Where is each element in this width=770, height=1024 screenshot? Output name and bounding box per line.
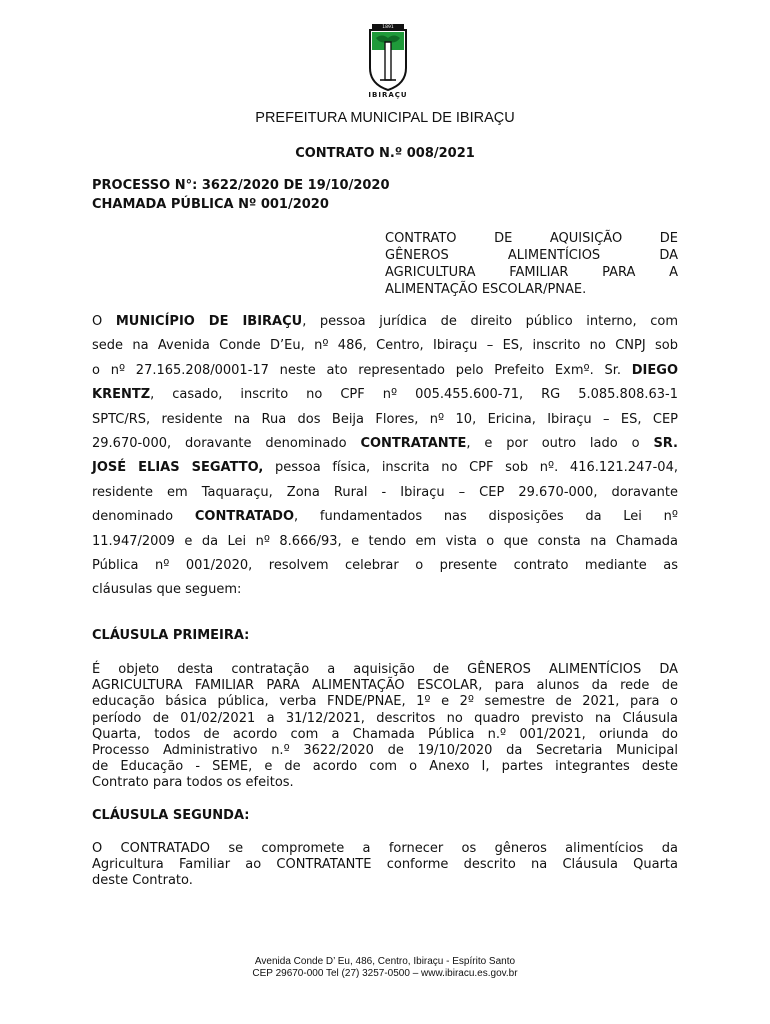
bold-text: CONTRATADO: [194, 509, 295, 525]
summary-line: ALIMENTAÇÃO ESCOLAR/PNAE.: [385, 282, 587, 297]
preamble-line: [92, 505, 678, 529]
preamble-line: [92, 481, 678, 505]
bold-text: DIEGO: [631, 362, 678, 378]
bold-text: JOSÉ ELIAS SEGATTO,: [92, 460, 264, 476]
clause-line: Agricultura Familiar ao CONTRATANTE conforme descrito na Cláusula Quarta: [92, 857, 678, 873]
preamble-paragraph: [92, 310, 678, 603]
preamble-line: [92, 383, 678, 407]
bold-text: MUNICÍPIO DE IBIRAÇU: [115, 314, 303, 329]
preamble-line: [92, 432, 678, 456]
text-run: cláusulas que seguem:: [92, 582, 242, 598]
clause-line: educação básica pública, verba FNDE/PNAE, 1º e 2º semestre de 2021, para o: [92, 694, 678, 710]
clausula-primeira-body: [92, 662, 678, 792]
preamble-line: [92, 408, 678, 432]
text-run: SPTC/RS, residente na Rua dos Beija Flores, nº 10, Ericina, Ibiraçu – ES, CEP: [92, 411, 678, 427]
text-run: pessoa física, inscrita no CPF sob nº. 416.121.247-04,: [263, 460, 678, 476]
text-run: , e por outro lado o: [466, 436, 654, 452]
summary-line: AGRICULTURA FAMILIAR PARA A: [385, 265, 678, 280]
preamble-line: [92, 334, 678, 358]
crest-year: 1891: [382, 25, 394, 31]
clausula-primeira-heading: CLÁUSULA PRIMEIRA:: [92, 628, 250, 643]
page-header-title: PREFEITURA MUNICIPAL DE IBIRAÇU: [255, 110, 515, 126]
text-run: sede na Avenida Conde D’Eu, nº 486, Centro, Ibiraçu – ES, inscrito no CNPJ sob: [92, 338, 678, 354]
preamble-line: [92, 554, 678, 578]
summary-line: GÊNEROS ALIMENTÍCIOS DA: [385, 248, 678, 263]
contract-summary: [385, 230, 678, 298]
text-run: Pública nº 001/2020, resolvem celebrar o presente contrato mediante as: [92, 558, 678, 574]
clause-line: É objeto desta contratação a aquisição de GÊNEROS ALIMENTÍCIOS DA: [92, 662, 678, 677]
chamada-publica-line: CHAMADA PÚBLICA Nº 001/2020: [92, 197, 329, 212]
clause-line: Quarta, todos de acordo com a Chamada Pública n.º 001/2021, oriunda do: [92, 726, 678, 742]
text-run: , casado, inscrito no CPF nº 005.455.600-71, RG 5.085.808.63-1: [150, 387, 678, 403]
footer-address: Avenida Conde D’ Eu, 486, Centro, Ibiraçu - Espírito Santo: [254, 956, 516, 967]
text-run: 11.947/2009 e da Lei nº 8.666/93, e tendo em vista o que consta na Chamada: [92, 533, 678, 549]
clausula-segunda-heading: CLÁUSULA SEGUNDA:: [92, 808, 250, 823]
clausula-segunda-body: [92, 841, 678, 890]
preamble-line: [92, 456, 678, 480]
municipal-crest-icon: [362, 20, 414, 102]
clause-line: O CONTRATADO se compromete a fornecer os gêneros alimentícios da: [92, 841, 678, 856]
preamble-line: [92, 530, 678, 554]
text-run: O: [92, 314, 116, 329]
crest-text: IBIRAÇU: [368, 91, 408, 99]
clause-line: de Educação - SEME, e de acordo com o Anexo I, partes integrantes deste: [92, 759, 678, 775]
bold-text: CONTRATANTE: [360, 436, 467, 452]
preamble-line: [92, 359, 678, 383]
clause-line: Processo Administrativo n.º 3622/2020 de 19/10/2020 da Secretaria Municipal: [92, 743, 678, 759]
text-run: o nº 27.165.208/0001-17 neste ato representado pelo Prefeito Exmº. Sr.: [92, 362, 632, 378]
footer-contact: CEP 29670-000 Tel (27) 3257-0500 – www.ibiracu.es.gov.br: [252, 968, 518, 979]
clause-line: período de 01/02/2021 a 31/12/2021, descritos no quadro previsto na Cláusula: [92, 710, 678, 726]
text-run: residente em Taquaraçu, Zona Rural - Ibiraçu – CEP 29.670-000, doravante: [92, 484, 678, 500]
clause-line: deste Contrato.: [92, 873, 193, 889]
bold-text: KRENTZ: [92, 387, 151, 403]
text-run: 29.670-000, doravante denominado: [92, 436, 361, 452]
text-run: , fundamentados nas disposições da Lei nº: [294, 509, 678, 525]
preamble-line: [92, 578, 678, 602]
bold-text: SR.: [653, 436, 678, 452]
text-run: , pessoa jurídica de direito público interno, com: [302, 314, 678, 329]
clause-line: Contrato para todos os efeitos.: [92, 775, 294, 791]
processo-line: PROCESSO N°: 3622/2020 DE 19/10/2020: [92, 178, 390, 193]
text-run: denominado: [92, 509, 195, 525]
contract-title: CONTRATO N.º 008/2021: [295, 146, 475, 161]
clause-line: AGRICULTURA FAMILIAR PARA ALIMENTAÇÃO ESCOLAR, para alunos da rede de: [92, 678, 678, 694]
summary-line: CONTRATO DE AQUISIÇÃO DE: [385, 231, 678, 246]
preamble-line: [92, 310, 678, 334]
